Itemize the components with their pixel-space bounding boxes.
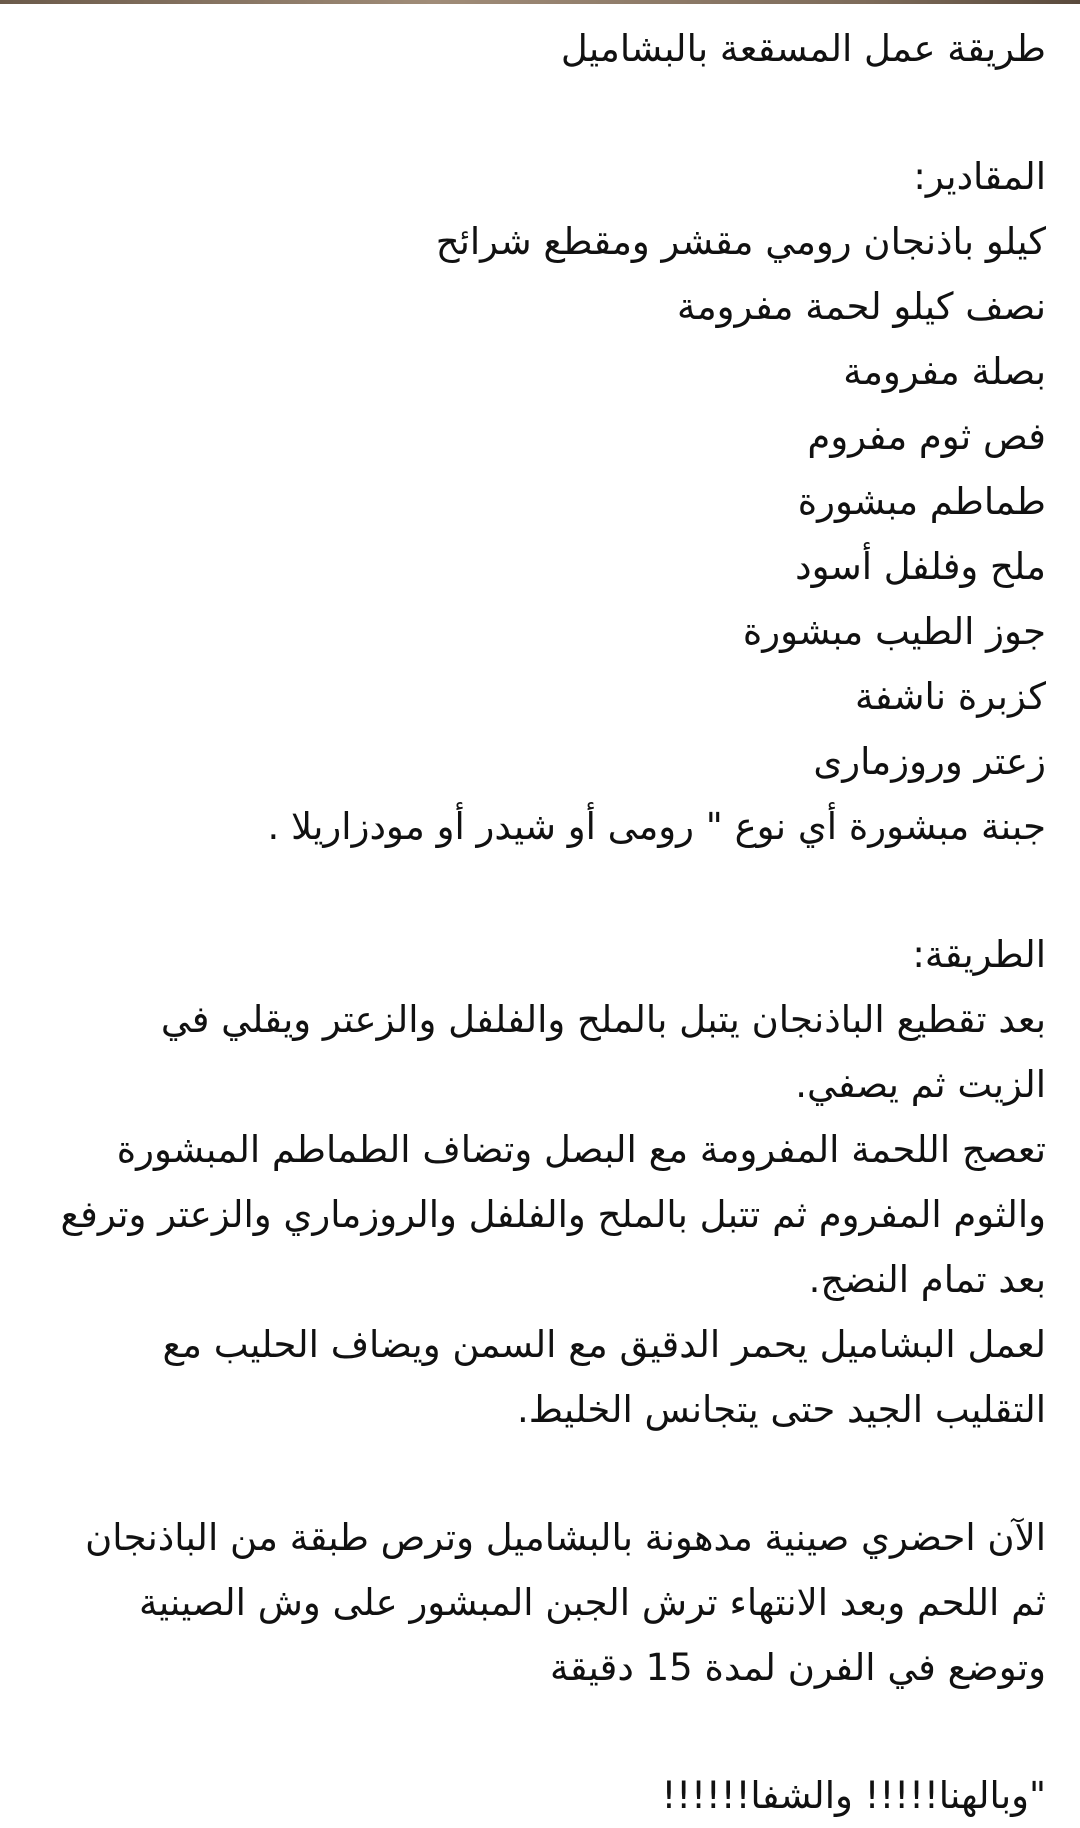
ingredient-line: جبنة مبشورة أي نوع " رومى أو شيدر أو مودزاريلا . — [267, 805, 1046, 848]
ingredient-line: ملح وفلفل أسود — [795, 545, 1046, 588]
closing-line: "وبالهنا!!!!! والشفا!!!!!! — [661, 1774, 1046, 1817]
ingredient-line: زعتر وروزمارى — [813, 740, 1046, 783]
assembly-line: وتوضع في الفرن لمدة 15 دقيقة — [549, 1646, 1046, 1689]
ingredient-line: كيلو باذنجان رومي مقشر ومقطع شرائح — [435, 220, 1046, 263]
ingredients-heading: المقادير: — [913, 155, 1046, 198]
method-line: الزيت ثم يصفي. — [795, 1063, 1046, 1106]
recipe-document — [26, 16, 1046, 1828]
assembly-line: ثم اللحم وبعد الانتهاء ترش الجبن المبشور على وش الصينية — [138, 1581, 1046, 1624]
method-line: بعد تقطيع الباذنجان يتبل بالملح والفلفل والزعتر ويقلي في — [160, 998, 1046, 1041]
spacer — [26, 81, 1046, 144]
ingredient-line: طماطم مبشورة — [797, 480, 1046, 523]
spacer — [26, 1700, 1046, 1763]
spacer — [26, 859, 1046, 922]
method-line: بعد تمام النضج. — [808, 1258, 1046, 1301]
ingredient-line: بصلة مفرومة — [843, 350, 1046, 393]
ingredient-line: نصف كيلو لحمة مفرومة — [677, 285, 1046, 328]
recipe-title: طريقة عمل المسقعة بالبشاميل — [560, 27, 1046, 70]
ingredient-line: كزبرة ناشفة — [854, 675, 1046, 718]
top-edge-strip — [0, 0, 1080, 4]
assembly-line: الآن احضري صينية مدهونة بالبشاميل وترص طبقة من الباذنجان — [85, 1516, 1046, 1559]
spacer — [26, 1442, 1046, 1505]
method-line: التقليب الجيد حتى يتجانس الخليط. — [517, 1388, 1046, 1431]
method-heading: الطريقة: — [912, 933, 1046, 976]
method-line: لعمل البشاميل يحمر الدقيق مع السمن ويضاف الحليب مع — [162, 1323, 1046, 1366]
method-line: تعصج اللحمة المفرومة مع البصل وتضاف الطماطم المبشورة — [116, 1128, 1046, 1171]
method-line: والثوم المفروم ثم تتبل بالملح والفلفل والروزماري والزعتر وترفع — [60, 1193, 1046, 1236]
ingredient-line: فص ثوم مفروم — [807, 415, 1046, 458]
ingredient-line: جوز الطيب مبشورة — [742, 610, 1046, 653]
